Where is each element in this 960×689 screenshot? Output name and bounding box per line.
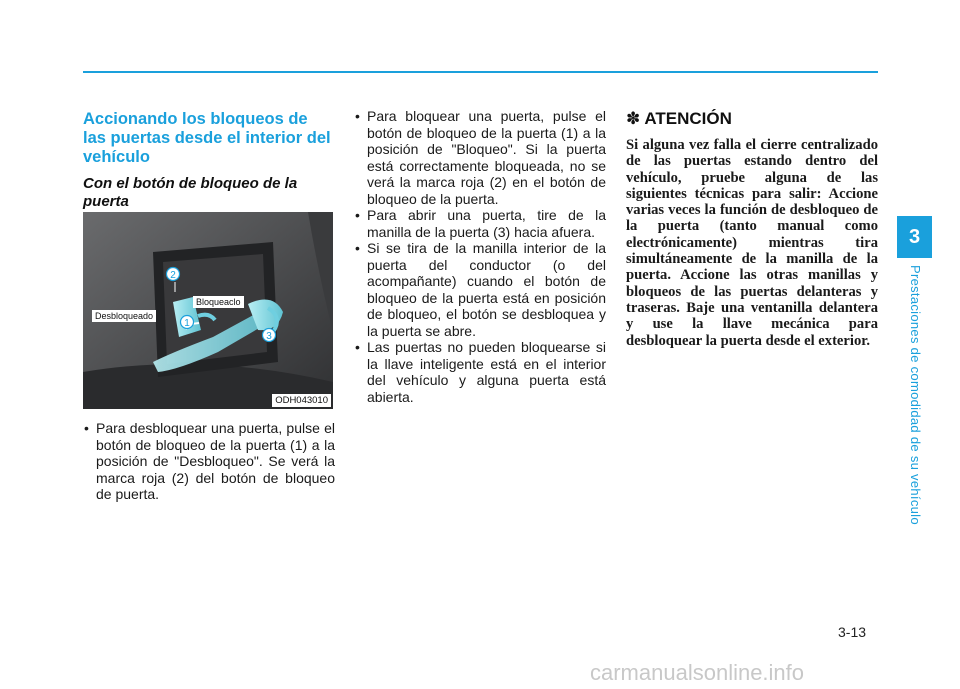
attention-heading: [626, 109, 878, 129]
chapter-title: Prestaciones de comodidad de su vehículo: [908, 265, 923, 525]
callout-2-text: 2: [170, 270, 176, 281]
column-2: [354, 108, 606, 405]
list-item: • Para desbloquear una puerta, pulse el botón de bloqueo de la puerta (1) a la posición de "Desbloqueo". Se verá la marca roja (2) del botón de bloqueo de puerta.: [83, 420, 335, 503]
callout-3-text: 3: [266, 331, 272, 342]
list-item: • Las puertas no pueden bloquearse si la llave inteligente está en el interior del vehículo y alguna puerta está abierta.: [354, 339, 606, 405]
door-lock-figure: [83, 212, 333, 409]
label-locked: Bloqueaclo: [193, 296, 244, 308]
list-item: • Si se tira de la manilla interior de la puerta del conductor (o del acompañante) cuando el botón de bloqueo de la puerta está en posición de bloqueo, el botón se desbloquea y la puerta se abre.: [354, 240, 606, 339]
list-item: • Para bloquear una puerta, pulse el botón de bloqueo de la puerta (1) a la posición de "Bloqueo". Si la puerta está correctamente bloqueada, no se verá la marca roja (2) en el botón de bloqueo de la puerta.: [354, 108, 606, 207]
attention-box: [626, 109, 878, 349]
label-unlocked: Desbloqueado: [92, 310, 156, 322]
sub-heading: Con el botón de bloqueo de la puerta: [83, 175, 298, 210]
column-1: [83, 110, 335, 502]
column-1-bullet-list: [83, 420, 335, 503]
watermark: carmanualsonline.info: [590, 660, 805, 685]
column-2-bullet-list: [354, 108, 606, 405]
chapter-number-tab: 3: [897, 216, 932, 258]
top-rule: [83, 71, 878, 73]
figure-code: ODH043010: [272, 394, 331, 407]
callout-1-text: 1: [184, 318, 190, 329]
list-item: • Para abrir una puerta, tire de la manilla de la puerta (3) hacia afuera.: [354, 207, 606, 240]
attention-title: ATENCIÓN: [644, 109, 732, 128]
attention-body: Si alguna vez falla el cierre centralizado de las puertas estando dentro del vehículo, pruebe alguna de las siguientes técnicas para salir: Accione varias veces la función de desbloqueo de la puerta (tanto manual como electrónicamente) mientras tira simultáneamente de la manilla de la puerta. Accione las otras manillas y bloqueos de las puertas delanteras y traseras. Baje una ventanilla delantera y use la llave mecánica para desbloquear la puerta desde el exterior.: [626, 137, 878, 349]
asterisk-icon: ✽: [626, 109, 641, 128]
page-number: 3-13: [838, 624, 867, 640]
section-heading: Accionando los bloqueos de las puertas desde el interior del vehículo: [83, 110, 331, 166]
